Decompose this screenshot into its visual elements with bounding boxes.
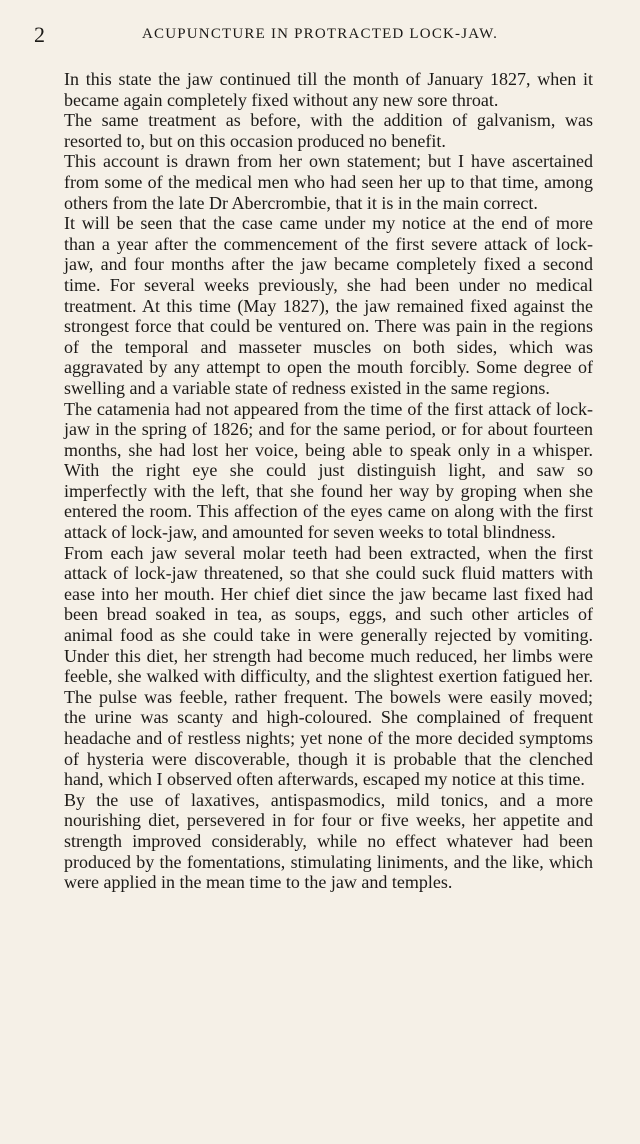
paragraph-1: In this state the jaw continued till the month of January 1827, when it became again completely fixed without any new sore throat. [64, 69, 593, 110]
body-text [64, 69, 593, 893]
paragraph-6: From each jaw several molar teeth had been extracted, when the first attack of lock-jaw threatened, so that she could suck fluid matters with ease into her mouth. Her chief diet since the jaw became last fixed had been bread soaked in tea, as soups, eggs, and such other articles of animal food as she could take in were generally rejected by vomiting. Under this diet, her strength had become much reduced, her limbs were feeble, she walked with difficulty, and the slightest exertion fatigued her. The pulse was feeble, rather frequent. The bowels were easily moved; the urine was scanty and high-coloured. She complained of frequent headache and of restless nights; yet none of the more decided symptoms of hysteria were discoverable, though it is probable that the clenched hand, which I observed often afterwards, escaped my notice at this time. [64, 542, 593, 790]
page-header [34, 22, 606, 62]
running-title: ACUPUNCTURE IN PROTRACTED LOCK-JAW. [141, 26, 499, 42]
paragraph-4: It will be seen that the case came under my notice at the end of more than a year after the commencement of the first severe attack of lock-jaw, and four months after the jaw became completely fixed a second time. For several weeks previously, she had been under no medical treatment. At this time (May 1827), the jaw remained fixed against the strongest force that could be ventured on. There was pain in the regions of the temporal and masseter muscles on both sides, which was aggravated by any attempt to open the mouth forcibly. Some degree of swelling and a variable state of redness existed in the same regions. [64, 213, 593, 398]
paragraph-2: The same treatment as before, with the addition of galvanism, was resorted to, but on this occasion produced no benefit. [64, 110, 593, 151]
paragraph-7: By the use of laxatives, antispasmodics, mild tonics, and a more nourishing diet, persevered in for four or five weeks, her appetite and strength improved considerably, while no effect whatever had been produced by the fomentations, stimulating liniments, and the like, which were applied in the mean time to the jaw and temples. [64, 789, 593, 893]
page-number: 2 [34, 22, 45, 47]
paragraph-3: This account is drawn from her own statement; but I have ascertained from some of the medical men who had seen her up to that time, among others from the late Dr Abercrombie, that it is in the main correct. [64, 151, 593, 213]
paragraph-5: The catamenia had not appeared from the time of the first attack of lock-jaw in the spring of 1826; and for the same period, or for about fourteen months, she had lost her voice, being able to speak only in a whisper. With the right eye she could just distinguish light, and saw so imperfectly with the left, that she found her way by groping when she entered the room. This affection of the eyes came on along with the first attack of lock-jaw, and amounted for seven weeks to total blindness. [64, 398, 593, 543]
